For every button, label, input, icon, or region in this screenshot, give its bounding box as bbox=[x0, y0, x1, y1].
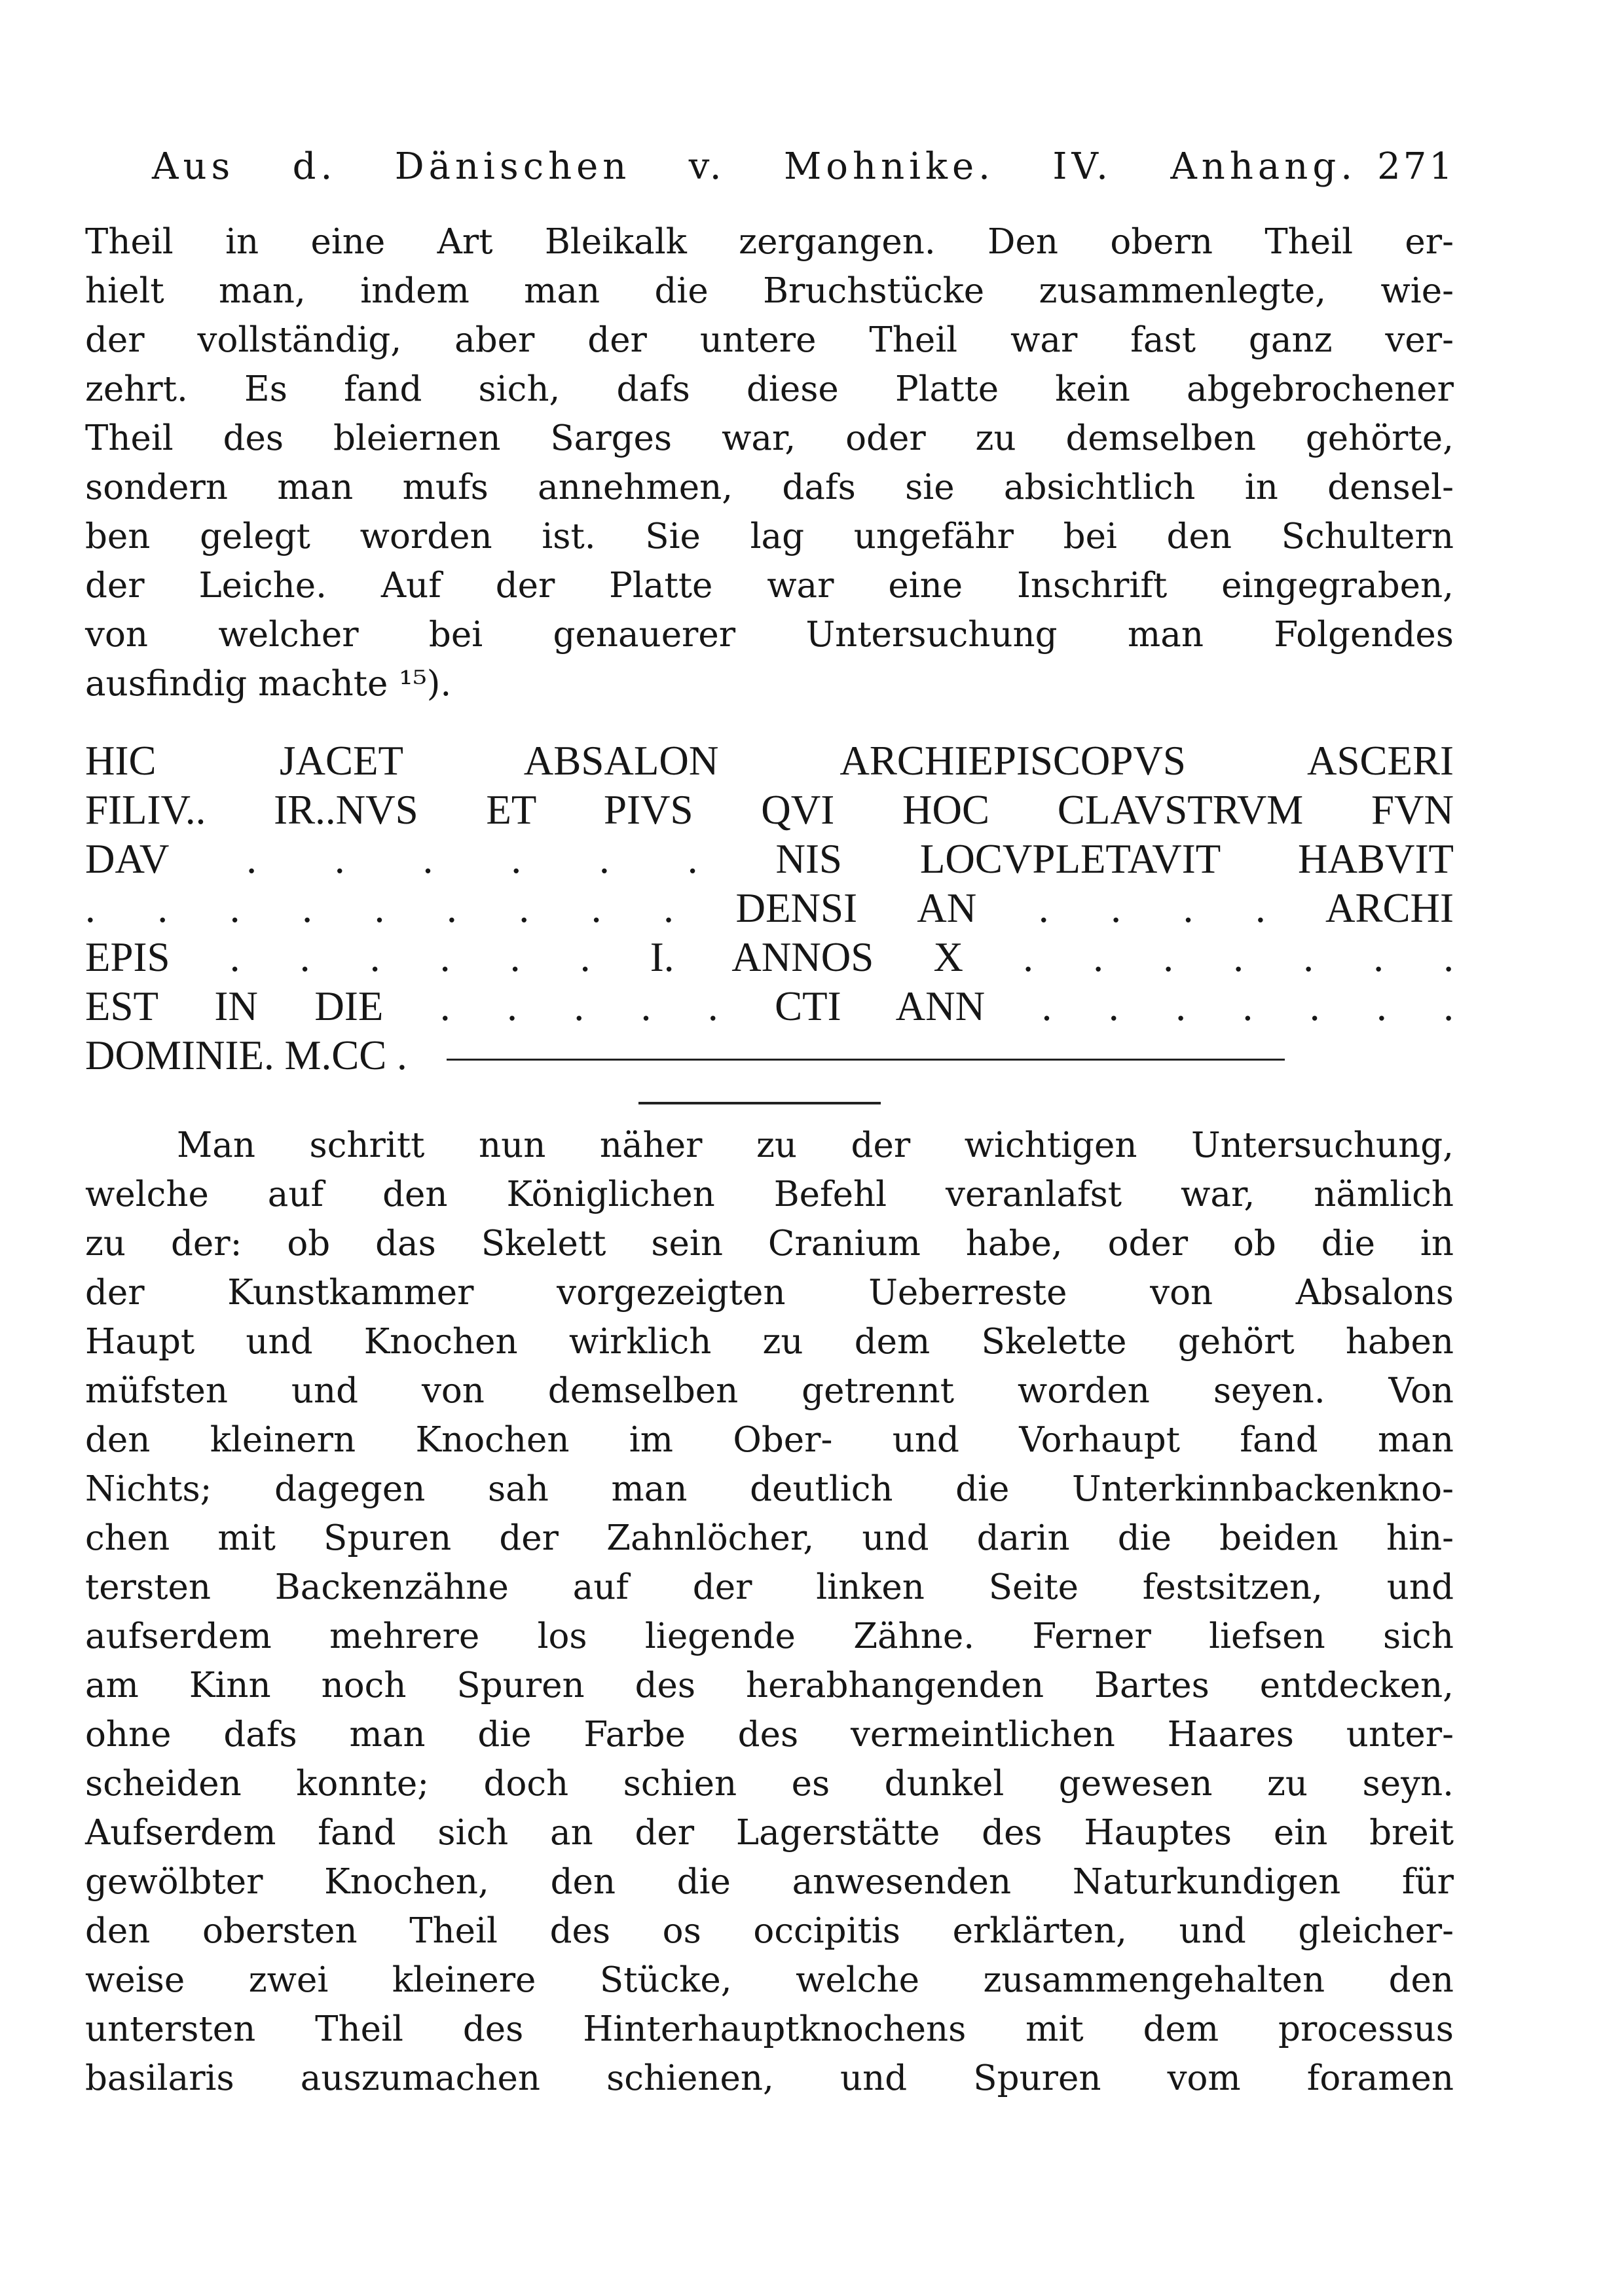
text-line: Haupt und Knochen wirklich zu dem Skelette gehört haben bbox=[85, 1322, 1454, 1362]
inscription-line: DAV . . . . . . NIS LOCVPLETAVIT HABVIT bbox=[85, 836, 1454, 882]
inscription-end-rule bbox=[447, 1059, 1285, 1061]
text-line: ben gelegt worden ist. Sie lag ungefähr bei den Schultern bbox=[85, 517, 1454, 556]
text-line: Theil in eine Art Bleikalk zergangen. Den obern Theil er- bbox=[85, 222, 1454, 262]
text-line: zu der: ob das Skelett sein Cranium habe, oder ob die in bbox=[85, 1224, 1454, 1264]
text-line: Man schritt nun näher zu der wichtigen Untersuchung, bbox=[177, 1125, 1454, 1165]
text-line: gewölbter Knochen, den die anwesenden Naturkundigen für bbox=[85, 1862, 1454, 1902]
inscription-line: EPIS . . . . . . I. ANNOS X . . . . . . . bbox=[85, 934, 1454, 980]
text-line: scheiden konnte; doch schien es dunkel gewesen zu seyn. bbox=[85, 1764, 1454, 1804]
text-line: der vollständig, aber der untere Theil war fast ganz ver- bbox=[85, 320, 1454, 360]
text-line: sondern man mufs annehmen, dafs sie absichtlich in densel- bbox=[85, 467, 1454, 507]
text-line: Theil des bleiernen Sarges war, oder zu demselben gehörte, bbox=[85, 418, 1454, 458]
text-line: welche auf den Königlichen Befehl veranlafst war, nämlich bbox=[85, 1175, 1454, 1214]
text-line: aufserdem mehrere los liegende Zähne. Ferner liefsen sich bbox=[85, 1616, 1454, 1656]
text-line: der Leiche. Auf der Platte war eine Inschrift eingegraben, bbox=[85, 566, 1454, 606]
text-line: von welcher bei genauerer Untersuchung man Folgendes bbox=[85, 615, 1454, 655]
text-line: untersten Theil des Hinterhauptknochens mit dem processus bbox=[85, 2009, 1454, 2049]
inscription-line: HIC JACET ABSALON ARCHIEPISCOPVS ASCERI bbox=[85, 738, 1454, 784]
paragraph-1 bbox=[85, 217, 1454, 708]
text-line: zehrt. Es fand sich, dafs diese Platte kein abgebrochener bbox=[85, 369, 1454, 409]
inscription-line: EST IN DIE . . . . . CTI ANN . . . . . . . bbox=[85, 983, 1454, 1029]
inscription-line: DOMINIE. M.CC . bbox=[85, 1032, 407, 1078]
text-line: Nichts; dagegen sah man deutlich die Unterkinnbackenkno- bbox=[85, 1469, 1454, 1509]
text-line: hielt man, indem man die Bruchstücke zusammenlegte, wie- bbox=[85, 271, 1454, 311]
text-line: den obersten Theil des os occipitis erklärten, und gleicher- bbox=[85, 1911, 1454, 1951]
text-line: ohne dafs man die Farbe des vermeintlichen Haares unter- bbox=[85, 1715, 1454, 1755]
inscription-line: . . . . . . . . . DENSI AN . . . . ARCHI bbox=[85, 885, 1454, 931]
text-line: weise zwei kleinere Stücke, welche zusammengehalten den bbox=[85, 1960, 1454, 2000]
text-line: basilaris auszumachen schienen, und Spuren vom foramen bbox=[85, 2058, 1454, 2098]
text-line: chen mit Spuren der Zahnlöcher, und darin die beiden hin- bbox=[85, 1518, 1454, 1558]
inscription-line: FILIV.. IR..NVS ET PIVS QVI HOC CLAVSTRVM FVN bbox=[85, 787, 1454, 833]
text-line: am Kinn noch Spuren des herabhangenden Bartes entdecken, bbox=[85, 1666, 1454, 1705]
text-line: den kleinern Knochen im Ober- und Vorhaupt fand man bbox=[85, 1420, 1454, 1460]
text-line: der Kunstkammer vorgezeigten Ueberreste von Absalons bbox=[85, 1273, 1454, 1313]
inscription-last-line bbox=[85, 1031, 1454, 1080]
page-header bbox=[152, 145, 1455, 198]
section-separator bbox=[638, 1102, 881, 1104]
paragraph-2 bbox=[85, 1121, 1454, 2103]
text-line: ausfindig machte ¹⁵). bbox=[85, 664, 452, 704]
running-head: Aus d. Dänischen v. Mohnike. IV. Anhang. bbox=[152, 145, 1357, 188]
text-line: Aufserdem fand sich an der Lagerstätte des Hauptes ein breit bbox=[85, 1813, 1454, 1853]
page-number: 271 bbox=[1377, 145, 1455, 188]
inscription-block bbox=[85, 737, 1454, 1080]
text-line: müfsten und von demselben getrennt worden seyen. Von bbox=[85, 1371, 1454, 1411]
text-line: tersten Backenzähne auf der linken Seite festsitzen, und bbox=[85, 1567, 1454, 1607]
